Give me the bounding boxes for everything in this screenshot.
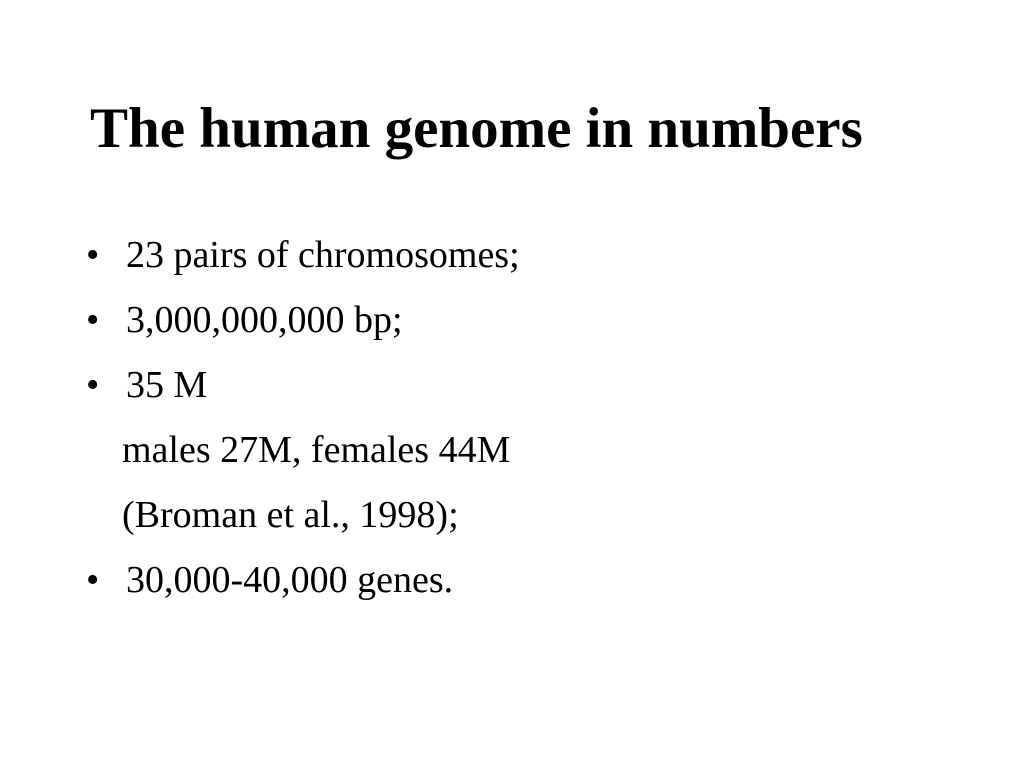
bullet-item-base-pairs (86, 298, 966, 363)
bullet-text: 3,000,000,000 bp; (126, 299, 403, 341)
continuation-text: males 27M, females 44M (122, 429, 511, 471)
bullet-marker: • (86, 299, 100, 341)
bullet-item-genes (86, 558, 966, 623)
bullet-continuation-citation (86, 493, 966, 558)
bullet-marker: • (86, 234, 100, 276)
bullet-marker: • (86, 364, 100, 406)
bullet-text: 23 pairs of chromosomes; (126, 234, 520, 276)
bullet-marker: • (86, 559, 100, 601)
bullet-text: 30,000-40,000 genes. (126, 559, 454, 601)
bullet-list (86, 233, 966, 623)
slide-title: The human genome in numbers (90, 97, 863, 160)
continuation-text: (Broman et al., 1998); (122, 494, 459, 536)
bullet-text: 35 M (126, 364, 208, 406)
bullet-continuation-sex-lengths (86, 428, 966, 493)
bullet-item-chromosomes (86, 233, 966, 298)
bullet-item-map-length (86, 363, 966, 428)
